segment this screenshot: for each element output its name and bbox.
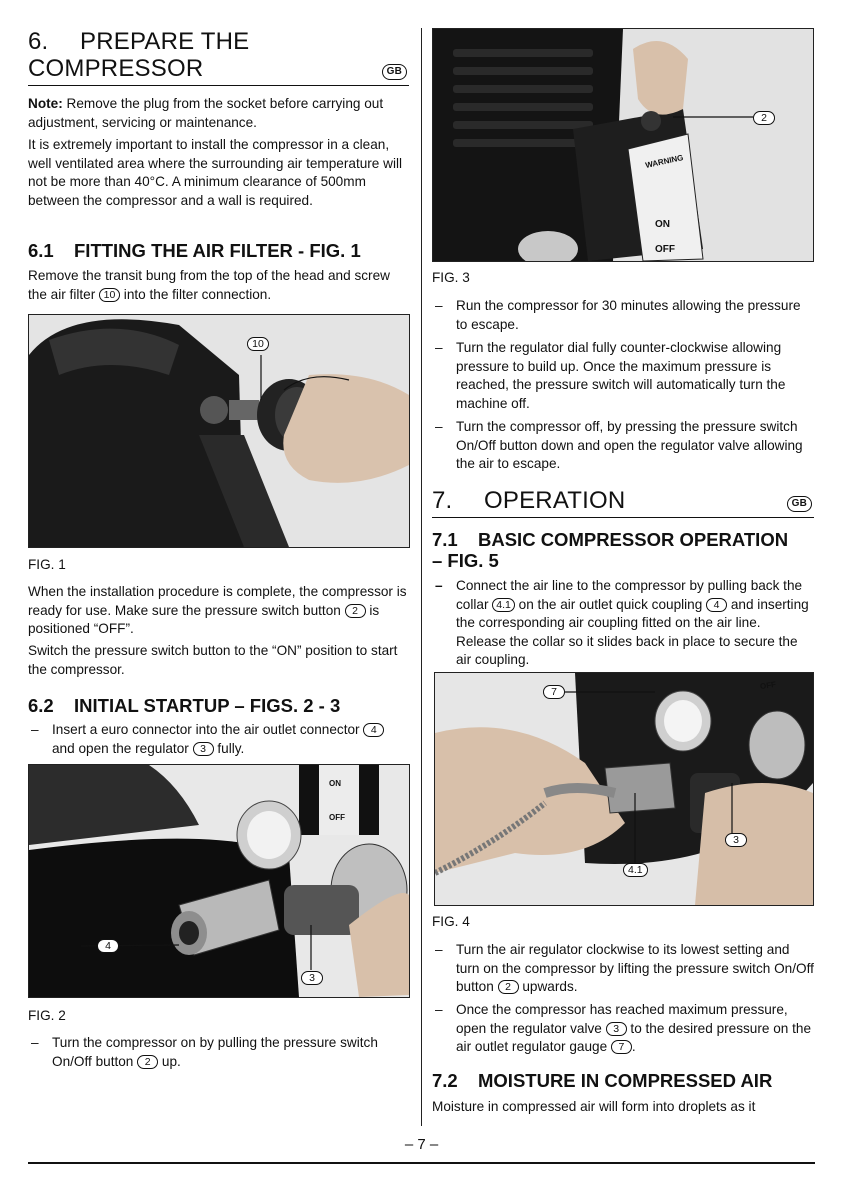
text: Turn the compressor on by pulling the pressure switch On/Off button	[52, 1035, 378, 1069]
turn-off-bullet: – Turn the compressor off, by pressing the pressure switch On/Off button down and open the regulator valve allowing the air to escape.	[432, 418, 814, 474]
callout-4-1: 4.1	[623, 863, 648, 877]
figure-3-image	[432, 28, 814, 262]
air-filter-paragraph	[28, 267, 409, 304]
moisture-paragraph: Moisture in compressed air will form into droplets as it	[432, 1099, 756, 1114]
section-6-1-heading	[28, 240, 409, 261]
callout-3: 3	[725, 833, 747, 847]
ref-circle: 2	[137, 1055, 158, 1069]
switch-on-paragraph: Switch the pressure switch button to the “ON” position to start the compressor.	[28, 643, 398, 677]
figure-1-caption: FIG. 1	[28, 557, 66, 572]
text: Turn the air regulator clockwise to its lowest setting and turn on the compressor by lifting the pressure switch On/Off button	[456, 942, 814, 994]
connect-air-line-bullet	[432, 577, 814, 670]
heading-line-2: COMPRESSOR	[28, 55, 204, 82]
callout-2: 2	[753, 111, 775, 125]
ref-circle: 7	[611, 1040, 632, 1054]
note-label: Note:	[28, 96, 63, 111]
fig1-illustration	[29, 315, 409, 547]
figure-4-image	[434, 672, 814, 906]
ref-circle: 3	[606, 1022, 627, 1036]
text: upwards.	[518, 979, 578, 994]
text: fully.	[213, 740, 245, 756]
run-bullet: – Run the compressor for 30 minutes allowing the pressure to escape.	[432, 297, 814, 334]
figure-1-image	[28, 314, 410, 548]
heading-title: INITIAL STARTUP – FIGS. 2 - 3	[74, 695, 341, 716]
turn-on-bullet	[28, 1034, 409, 1071]
text: and inserting the corresponding air coupling fitted on the air line. Release the collar so it slides back in place to secure the air coupling.	[456, 596, 809, 667]
callout-3: 3	[301, 971, 323, 985]
text: is positioned “OFF”.	[28, 602, 380, 636]
text: When the installation procedure is complete, the compressor is ready for use. Make sure the pressure switch button	[28, 584, 407, 618]
text: up.	[158, 1053, 181, 1069]
switch-off-label: OFF	[655, 244, 675, 255]
footer-rule	[28, 1162, 815, 1164]
section-7-heading	[432, 487, 814, 518]
heading-title: OPERATION	[484, 487, 626, 514]
switch-off-label: OFF	[329, 813, 345, 822]
text: to the desired pressure on the air outlet regulator gauge	[456, 1020, 812, 1054]
section-6-heading	[28, 28, 409, 86]
callout-7: 7	[543, 685, 565, 699]
text: Connect the air line to the compressor by pulling back the collar	[456, 578, 803, 612]
figure-3-caption: FIG. 3	[432, 270, 470, 285]
section-6-2-heading	[28, 695, 409, 716]
switch-on-label: ON	[329, 779, 341, 788]
max-pressure-bullet	[432, 1001, 814, 1057]
note-text: Remove the plug from the socket before carrying out adjustment, servicing or maintenance.	[28, 96, 384, 130]
section-number: 7.	[432, 487, 453, 514]
figure-2-image	[28, 764, 410, 998]
figure-4-caption: FIG. 4	[432, 914, 470, 929]
note-paragraph	[28, 95, 409, 132]
text: .	[631, 1039, 636, 1054]
gb-language-badge: GB	[382, 64, 407, 80]
installation-paragraph: It is extremely important to install the compressor in a clean, well ventilated area where the surrounding air temperature will not be more than 40°C. A minimum clearance of 500mm between the compressor and a wall is required.	[28, 137, 403, 208]
column-divider	[421, 28, 422, 1126]
text: Insert a euro connector into the air outlet connector	[52, 722, 364, 737]
regulator-clockwise-bullet	[432, 941, 814, 997]
heading-line-2: – FIG. 5	[432, 550, 499, 571]
heading-line-1: PREPARE THE	[80, 28, 250, 55]
section-number: 6.2	[28, 695, 54, 716]
text: on the air outlet quick coupling	[514, 596, 707, 612]
ref-circle: 4.1	[492, 598, 515, 612]
callout-4: 4	[97, 939, 119, 953]
heading-title: MOISTURE IN COMPRESSED AIR	[478, 1070, 773, 1091]
section-7-2-heading	[432, 1070, 814, 1091]
fig2-illustration	[29, 765, 409, 997]
ref-circle: 4	[706, 598, 727, 612]
fig3-illustration	[433, 29, 813, 261]
ref-circle: 10	[99, 288, 120, 302]
switch-off-label: OFF	[759, 679, 777, 692]
gb-language-badge: GB	[787, 496, 812, 512]
page-number: – 7 –	[404, 1136, 439, 1153]
figure-2-caption: FIG. 2	[28, 1008, 66, 1023]
startup-bullet	[28, 721, 409, 758]
installation-complete-paragraph	[28, 583, 409, 639]
warning-label: WARNING	[644, 153, 685, 170]
text: into the filter connection.	[120, 286, 272, 302]
ref-circle: 4	[363, 723, 384, 737]
regulator-bullet: – Turn the regulator dial fully counter-clockwise allowing pressure to build up. Once the maximum pressure is reached, the pressure switch will automatically turn the machine off.	[432, 339, 814, 413]
section-number: 6.	[28, 28, 49, 55]
text: and open the regulator	[52, 740, 193, 756]
section-7-1-heading	[432, 529, 814, 571]
text: Remove the transit bung from the top of the head and screw the air filter	[28, 268, 390, 302]
heading-line-1: BASIC COMPRESSOR OPERATION	[478, 529, 789, 550]
callout-10: 10	[247, 337, 269, 351]
section-number: 6.1	[28, 240, 54, 261]
text: Once the compressor has reached maximum pressure, open the regulator valve	[456, 1002, 788, 1036]
heading-title: FITTING THE AIR FILTER - FIG. 1	[74, 240, 361, 261]
ref-circle: 2	[498, 980, 519, 994]
ref-circle: 3	[193, 742, 214, 756]
switch-on-label: ON	[655, 219, 670, 230]
section-number: 7.1	[432, 529, 458, 550]
ref-circle: 2	[345, 604, 366, 618]
section-number: 7.2	[432, 1070, 458, 1091]
